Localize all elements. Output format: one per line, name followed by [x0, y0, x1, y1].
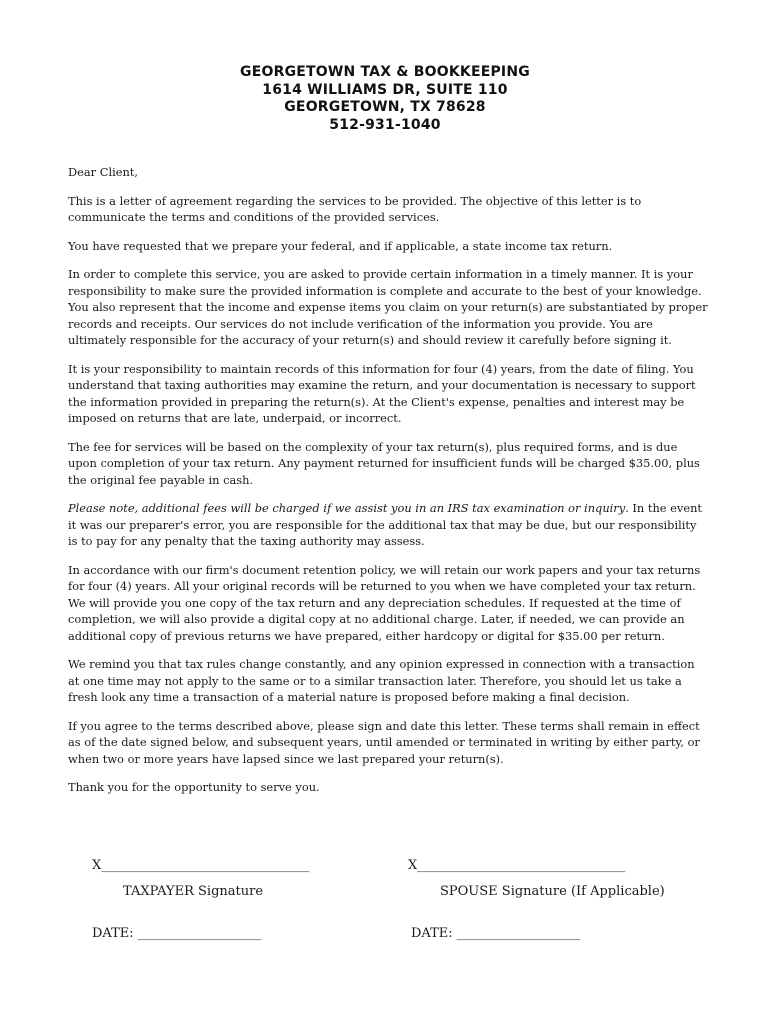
company-address-street: 1614 WILLIAMS DR, SUITE 110 [262, 81, 508, 98]
paragraph-request: You have requested that we prepare your federal, and if applicable, a state income tax return. [68, 238, 613, 253]
company-name: GEORGETOWN TAX & BOOKKEEPING [240, 64, 530, 80]
taxpayer-signature-label: TAXPAYER Signature [123, 884, 264, 899]
spouse-signature-label: SPOUSE Signature (If Applicable) [440, 884, 665, 899]
paragraph-records: It is your responsibility to maintain records of this information for four (4) years, from the date of filing. You understand that taxing authorities may examine the return, and your documentation is necessary to support the information provided in preparing the return(s). At the Client's expense, penalties and interest may be imposed on returns that are late, underpaid, or incorrect. [68, 361, 696, 425]
spouse-date-field[interactable]: DATE: ___________________ [411, 926, 581, 941]
paragraph-tax-rules: We remind you that tax rules change constantly, and any opinion expressed in connection with a transaction at one time may not apply to the same or to a similar transaction later. Therefore, you should let us take a fresh look any time a transaction of a material nature is proposed before making a final decision. [68, 657, 695, 704]
paragraph-fees: The fee for services will be based on the complexity of your tax return(s), plus required forms, and is due upon completion of your tax return. Any payment returned for insufficient funds will be charged $35.00, plus the original fee payable in cash. [68, 439, 700, 487]
irs-note-italic: Please note, additional fees will be charged if we assist you in an IRS tax examination or inquiry [68, 501, 626, 515]
taxpayer-date-field[interactable]: DATE: ___________________ [92, 926, 262, 941]
company-address-city: GEORGETOWN, TX 78628 [284, 99, 486, 115]
salutation: Dear Client, [68, 165, 139, 179]
company-phone: 512-931-1040 [329, 116, 441, 133]
paragraph-responsibility: In order to complete this service, you are asked to provide certain information in a timely manner. It is your responsibility to make sure the provided information is complete and accurate to the best of your knowledge. You also represent that the income and expense items you claim on your return(s) are substantiated by proper records and receipts. Our services do not include verification of the information you provide. You are ultimately responsible for the accuracy of your return(s) and should review it carefully before signing it. [68, 267, 708, 347]
spouse-signature-line[interactable]: X________________________________ [408, 858, 626, 873]
paragraph-retention: In accordance with our firm's document retention policy, we will retain our work papers and your tax returns for four (4) years. All your original records will be returned to you when we have completed your tax return. We will provide you one copy of the tax return and any depreciation schedules. If requested at the time of completion, we will also provide a digital copy at no additional charge. Later, if needed, we can provide an additional copy of previous returns we have prepared, either hardcopy or digital for $35.00 per return. [68, 562, 701, 643]
taxpayer-signature-line[interactable]: X________________________________ [92, 858, 310, 873]
letter-body [68, 164, 708, 808]
letterhead [0, 64, 770, 134]
irs-note-rest: . In the event it was our preparer's error, you are responsible for the additional tax that may be due, but our responsibility is to pay for any penalty that the taxing authority may assess. [68, 501, 702, 548]
paragraph-terms: If you agree to the terms described above, please sign and date this letter. These terms shall remain in effect as of the date signed below, and subsequent years, until amended or terminated in writing by either party, or when two or more years have lapsed since we last prepared your return(s). [68, 718, 700, 766]
paragraph-agreement: This is a letter of agreement regarding the services to be provided. The objective of this letter is to communicate the terms and conditions of the provided services. [68, 193, 642, 224]
paragraph-irs-note [68, 500, 708, 550]
closing: Thank you for the opportunity to serve you. [68, 780, 320, 794]
